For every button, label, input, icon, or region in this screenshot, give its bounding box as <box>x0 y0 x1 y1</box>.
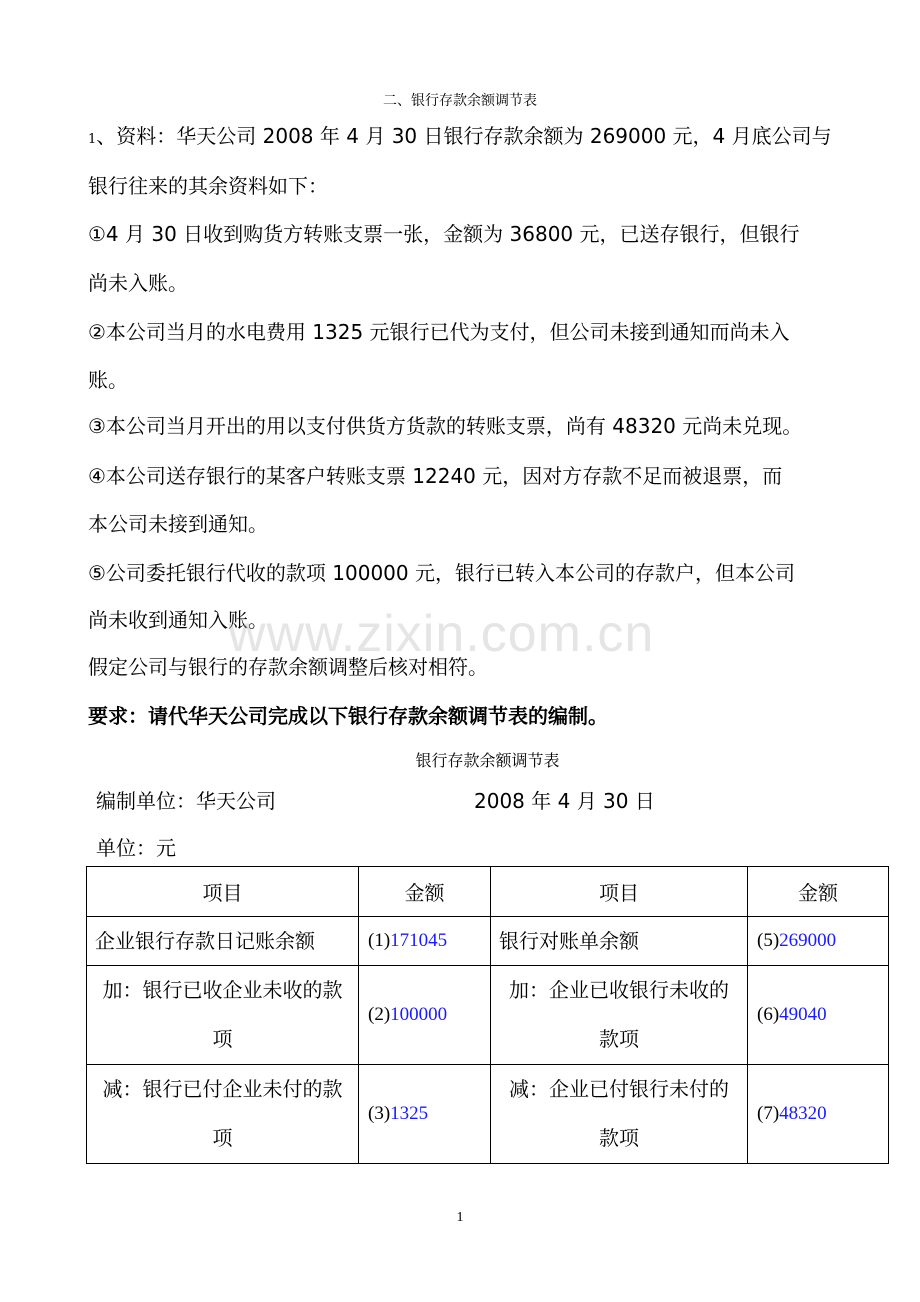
left-label <box>87 1065 359 1164</box>
left-code: (1) <box>368 930 391 951</box>
reconciliation-table <box>86 866 889 1164</box>
right-code: (7) <box>757 1103 780 1124</box>
left-amount <box>359 966 491 1065</box>
left-code: (2) <box>368 1004 391 1025</box>
table-row <box>87 966 889 1065</box>
header-item-right: 项目 <box>491 867 748 917</box>
intro-number: 1 <box>88 132 97 147</box>
requirement-text: 要求：请代华天公司完成以下银行存款余额调节表的编制。 <box>88 704 608 728</box>
right-value: 48320 <box>779 1103 827 1124</box>
item-5-line-1: ⑤公司委托银行代收的款项 100000 元，银行已转入本公司的存款户，但本公司 <box>88 561 795 585</box>
left-label <box>87 966 359 1065</box>
left-label: 企业银行存款日记账余额 <box>87 917 359 966</box>
page-number: 1 <box>456 1210 464 1225</box>
left-label-line-1: 加：银行已收企业未收的款 <box>102 978 343 1002</box>
item-2-line-2: 账。 <box>88 368 128 392</box>
right-label-line-1: 加：企业已收银行未收的 <box>509 978 729 1002</box>
left-code: (3) <box>368 1103 391 1124</box>
watermark: www.zixin.com.cn <box>228 605 655 663</box>
right-label-line-2: 款项 <box>599 1027 639 1051</box>
left-value: 100000 <box>390 1004 448 1025</box>
section-title: 二、银行存款余额调节表 <box>383 93 537 109</box>
left-value: 1325 <box>390 1103 429 1124</box>
right-value: 49040 <box>779 1004 827 1025</box>
item-1-line-1: ①4 月 30 日收到购货方转账支票一张，金额为 36800 元，已送存银行，但银行 <box>88 222 800 246</box>
item-4-line-1: ④本公司送存银行的某客户转账支票 12240 元，因对方存款不足而被退票，而 <box>88 464 783 488</box>
right-code: (6) <box>757 1004 780 1025</box>
right-label <box>491 966 748 1065</box>
item-1-line-2: 尚未入账。 <box>88 271 188 295</box>
item-4-line-2: 本公司未接到通知。 <box>88 512 268 536</box>
unit-label: 单位：元 <box>96 836 176 860</box>
report-date: 2008 年 4 月 30 日 <box>474 789 655 813</box>
left-value: 171045 <box>390 930 448 951</box>
header-amount-left: 金额 <box>359 867 491 917</box>
intro-line-1 <box>88 124 832 152</box>
left-amount <box>359 1065 491 1164</box>
left-label-line-2: 项 <box>212 1027 233 1051</box>
right-label: 银行对账单余额 <box>491 917 748 966</box>
header-item-left: 项目 <box>87 867 359 917</box>
item-5-line-2: 尚未收到通知入账。 <box>88 608 268 632</box>
right-amount <box>748 966 889 1065</box>
left-amount <box>359 917 491 966</box>
right-label <box>491 1065 748 1164</box>
table-row <box>87 917 889 966</box>
intro-line-2: 银行往来的其余资料如下： <box>88 174 328 198</box>
table-header-row <box>87 867 889 917</box>
left-label-line-2: 项 <box>212 1126 233 1150</box>
right-label-line-2: 款项 <box>599 1126 639 1150</box>
compiled-by: 编制单位：华天公司 <box>96 789 276 813</box>
item-2-line-1: ②本公司当月的水电费用 1325 元银行已代为支付，但公司未接到通知而尚未入 <box>88 320 790 344</box>
left-label-line-1: 减：银行已付企业未付的款 <box>102 1077 343 1101</box>
right-value: 269000 <box>779 930 837 951</box>
right-amount <box>748 1065 889 1164</box>
right-label-line-1: 减：企业已付银行未付的 <box>509 1077 729 1101</box>
assumption-text: 假定公司与银行的存款余额调整后核对相符。 <box>88 655 488 679</box>
item-3-line-1: ③本公司当月开出的用以支付供货方货款的转账支票，尚有 48320 元尚未兑现。 <box>88 414 803 438</box>
intro-text-1: 、资料：华天公司 2008 年 4 月 30 日银行存款余额为 269000 元，4 月底公司与 <box>96 124 832 148</box>
table-row <box>87 1065 889 1164</box>
right-amount <box>748 917 889 966</box>
header-amount-right: 金额 <box>748 867 889 917</box>
table-title: 银行存款余额调节表 <box>415 751 560 770</box>
right-code: (5) <box>757 930 780 951</box>
